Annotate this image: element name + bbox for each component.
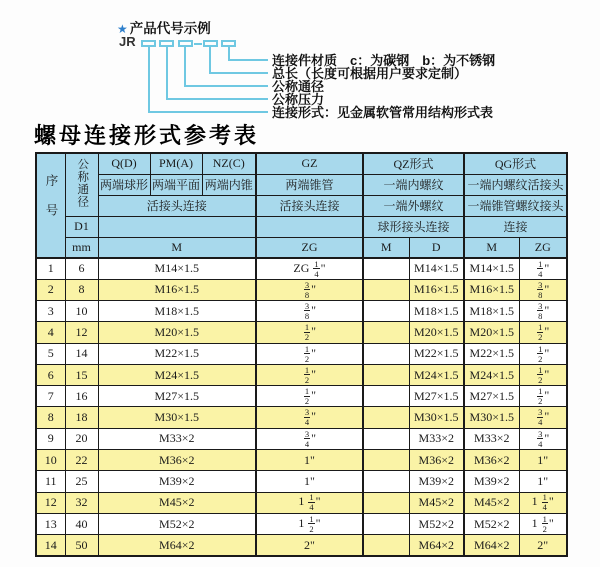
table-row [36,364,567,385]
cell-qz-d: M52×2 [409,513,464,534]
header-gz-connection: 活接头连接 [256,195,363,216]
cell-qz-d: M36×2 [409,450,464,471]
cell-qg-m: M18×1.5 [464,301,519,322]
cell-serial: 4 [36,322,65,343]
diagram-label-length: 总长（长度可根据用户要求定制） [272,66,468,81]
header-pm-type: 两端平面 [150,174,202,195]
header-col-q: Q(D) [98,153,150,174]
table-row [36,258,567,279]
diagram-label-material: 连接件材质 c：为碳钢 b：为不锈钢 [272,53,496,68]
cell-dn: 22 [65,450,98,471]
cell-gz: 1" [256,471,363,492]
header-d1: D1 [65,216,98,237]
cell-qz-m [363,428,409,449]
cell-qg-zg: 1" [519,450,567,471]
cell-serial: 11 [36,471,65,492]
cell-qg-zg: $\frac{1}{2}$ " [519,322,567,343]
table-row [36,535,567,556]
cell-gz: 2" [256,535,363,556]
table-row [36,492,567,513]
cell-qg-zg: $\frac{3}{4}$ " [519,407,567,428]
cell-dn: 12 [65,322,98,343]
cell-qz-m [363,471,409,492]
header-qg-type2: 一端锥管螺纹接头 [464,195,567,216]
cell-gz: 1 $\frac{1}{2}$ " [256,513,363,534]
cell-dn: 20 [65,428,98,449]
cell-m: M24×1.5 [98,364,256,385]
cell-dn: 50 [65,535,98,556]
cell-m: M22×1.5 [98,343,256,364]
table-row [36,386,567,407]
header-row-4 [36,216,567,237]
cell-gz: $\frac{1}{2}$ " [256,343,363,364]
cell-qz-d: M39×2 [409,471,464,492]
connector-line-5 [148,47,268,113]
table-row [36,450,567,471]
cell-serial: 10 [36,450,65,471]
header-row-1 [36,153,567,174]
cell-qz-d: M33×2 [409,428,464,449]
cell-m: M36×2 [98,450,256,471]
star-icon: ★ [117,22,128,36]
header-qg-connection: 连接 [464,216,567,237]
header-blank-qpn [98,216,256,237]
header-nominal-diameter: 公称通径 [65,153,98,216]
cell-qz-m [363,492,409,513]
cell-gz: $\frac{1}{2}$ " [256,364,363,385]
table-row [36,513,567,534]
cell-qg-zg: 2" [519,535,567,556]
cell-qz-m [363,535,409,556]
cell-m: M52×2 [98,513,256,534]
cell-qg-m: M39×2 [464,471,519,492]
cell-qz-m [363,407,409,428]
cell-qg-m: M20×1.5 [464,322,519,343]
header-serial: 序号 [36,153,65,258]
code-box-3 [178,40,193,47]
cell-qg-m: M16×1.5 [464,279,519,300]
cell-serial: 1 [36,258,65,279]
cell-m: M18×1.5 [98,301,256,322]
code-box-1 [141,40,156,47]
header-row-2 [36,174,567,195]
cell-qg-zg: 1 $\frac{1}{2}$ " [519,513,567,534]
cell-qz-d: M22×1.5 [409,343,464,364]
header-qg-zg: ZG [519,237,567,258]
cell-qz-d: M27×1.5 [409,386,464,407]
code-box-4 [203,40,218,47]
cell-qg-zg: $\frac{1}{4}$ " [519,258,567,279]
cell-qz-m [363,343,409,364]
cell-m: M33×2 [98,428,256,449]
header-qz-m: M [363,237,409,258]
header-qz-d: D [409,237,464,258]
page-title: 螺母连接形式参考表 [34,123,260,148]
product-code-diagram [0,0,600,125]
header-col-qz: QZ形式 [363,153,464,174]
cell-qz-m [363,279,409,300]
cell-m: M30×1.5 [98,407,256,428]
cell-serial: 3 [36,301,65,322]
header-col-nz: NZ(C) [202,153,256,174]
cell-dn: 6 [65,258,98,279]
header-qz-type1: 一端内螺纹 [363,174,464,195]
diagram-label-conn-form: 连接形式：见金属软管常用结构形式表 [272,105,494,120]
header-row-3 [36,195,567,216]
cell-dn: 18 [65,407,98,428]
cell-serial: 14 [36,535,65,556]
table-row [36,322,567,343]
table-row [36,279,567,300]
code-box-5 [221,40,236,47]
cell-qz-d: M14×1.5 [409,258,464,279]
cell-qz-m [363,450,409,471]
cell-serial: 8 [36,407,65,428]
cell-qz-d: M64×2 [409,535,464,556]
cell-serial: 13 [36,513,65,534]
code-prefix: JR [119,34,136,49]
header-col-gz: GZ [256,153,363,174]
cell-dn: 16 [65,386,98,407]
cell-qg-zg: $\frac{1}{2}$ " [519,386,567,407]
cell-dn: 10 [65,301,98,322]
cell-gz: $\frac{1}{2}$ " [256,386,363,407]
cell-serial: 5 [36,343,65,364]
cell-gz: $\frac{3}{4}$ " [256,428,363,449]
cell-qg-zg: $\frac{1}{2}$ " [519,364,567,385]
cell-m: M45×2 [98,492,256,513]
table-row [36,343,567,364]
diagram-label-pressure: 公称压力 [272,92,325,107]
cell-qg-m: M14×1.5 [464,258,519,279]
cell-qg-m: M27×1.5 [464,386,519,407]
cell-m: M20×1.5 [98,322,256,343]
cell-qz-m [363,258,409,279]
cell-gz: ZG $\frac{1}{4}$ " [256,258,363,279]
cell-serial: 7 [36,386,65,407]
header-qz-connection: 球形接头连接 [363,216,464,237]
header-union-connection: 活接头连接 [98,195,256,216]
cell-dn: 8 [65,279,98,300]
cell-m: M14×1.5 [98,258,256,279]
code-dash [194,43,202,45]
header-qg-type1: 一端内螺纹活接头 [464,174,567,195]
header-qg-m: M [464,237,519,258]
cell-dn: 25 [65,471,98,492]
table-row [36,471,567,492]
cell-gz: $\frac{3}{8}$ " [256,301,363,322]
cell-serial: 6 [36,364,65,385]
header-m: M [98,237,256,258]
header-row-5 [36,237,567,258]
cell-qg-m: M45×2 [464,492,519,513]
header-q-type: 两端球形 [98,174,150,195]
cell-qz-d: M16×1.5 [409,279,464,300]
cell-m: M39×2 [98,471,256,492]
cell-qg-zg: $\frac{1}{2}$ " [519,343,567,364]
header-col-pm: PM(A) [150,153,202,174]
cell-gz: 1" [256,450,363,471]
cell-gz: $\frac{1}{2}$ " [256,322,363,343]
cell-serial: 12 [36,492,65,513]
cell-dn: 15 [65,364,98,385]
header-gz-type: 两端锥管 [256,174,363,195]
header-nz-type: 两端内锥 [202,174,256,195]
cell-m: M27×1.5 [98,386,256,407]
table-row [36,407,567,428]
cell-qz-m [363,513,409,534]
header-mm: mm [65,237,98,258]
cell-qg-zg: $\frac{3}{8}$ " [519,279,567,300]
cell-qg-m: M22×1.5 [464,343,519,364]
cell-qg-zg: 1" [519,471,567,492]
header-qz-type2: 一端外螺纹 [363,195,464,216]
header-blank-gz [256,216,363,237]
cell-serial: 2 [36,279,65,300]
cell-m: M16×1.5 [98,279,256,300]
cell-qg-m: M36×2 [464,450,519,471]
cell-qz-m [363,364,409,385]
cell-dn: 14 [65,343,98,364]
table-row [36,428,567,449]
table-header [36,153,567,258]
cell-qg-zg: 1 $\frac{1}{4}$ " [519,492,567,513]
cell-gz: $\frac{3}{4}$ " [256,407,363,428]
header-zg: ZG [256,237,363,258]
diagram-heading-text: 产品代号示例 [129,21,211,36]
cell-serial: 9 [36,428,65,449]
code-box-2 [159,40,174,47]
cell-qg-zg: $\frac{3}{8}$ " [519,301,567,322]
cell-qz-d: M24×1.5 [409,364,464,385]
header-col-qg: QG形式 [464,153,567,174]
cell-qz-d: M20×1.5 [409,322,464,343]
cell-qg-m: M24×1.5 [464,364,519,385]
cell-dn: 32 [65,492,98,513]
cell-gz: 1 $\frac{1}{4}$ " [256,492,363,513]
cell-qg-m: M52×2 [464,513,519,534]
table-body [36,258,567,556]
diagram-label-diameter: 公称通径 [272,79,325,94]
table-row [36,301,567,322]
cell-qz-m [363,386,409,407]
cell-qg-m: M30×1.5 [464,407,519,428]
cell-qz-d: M18×1.5 [409,301,464,322]
cell-qg-m: M33×2 [464,428,519,449]
cell-qz-d: M30×1.5 [409,407,464,428]
cell-qz-d: M45×2 [409,492,464,513]
cell-qg-m: M64×2 [464,535,519,556]
cell-dn: 40 [65,513,98,534]
nut-connection-table [35,152,568,557]
cell-gz: $\frac{3}{8}$ " [256,279,363,300]
cell-qz-m [363,322,409,343]
cell-m: M64×2 [98,535,256,556]
reference-table-wrap [35,152,568,557]
cell-qg-zg: $\frac{3}{4}$ " [519,428,567,449]
cell-qz-m [363,301,409,322]
